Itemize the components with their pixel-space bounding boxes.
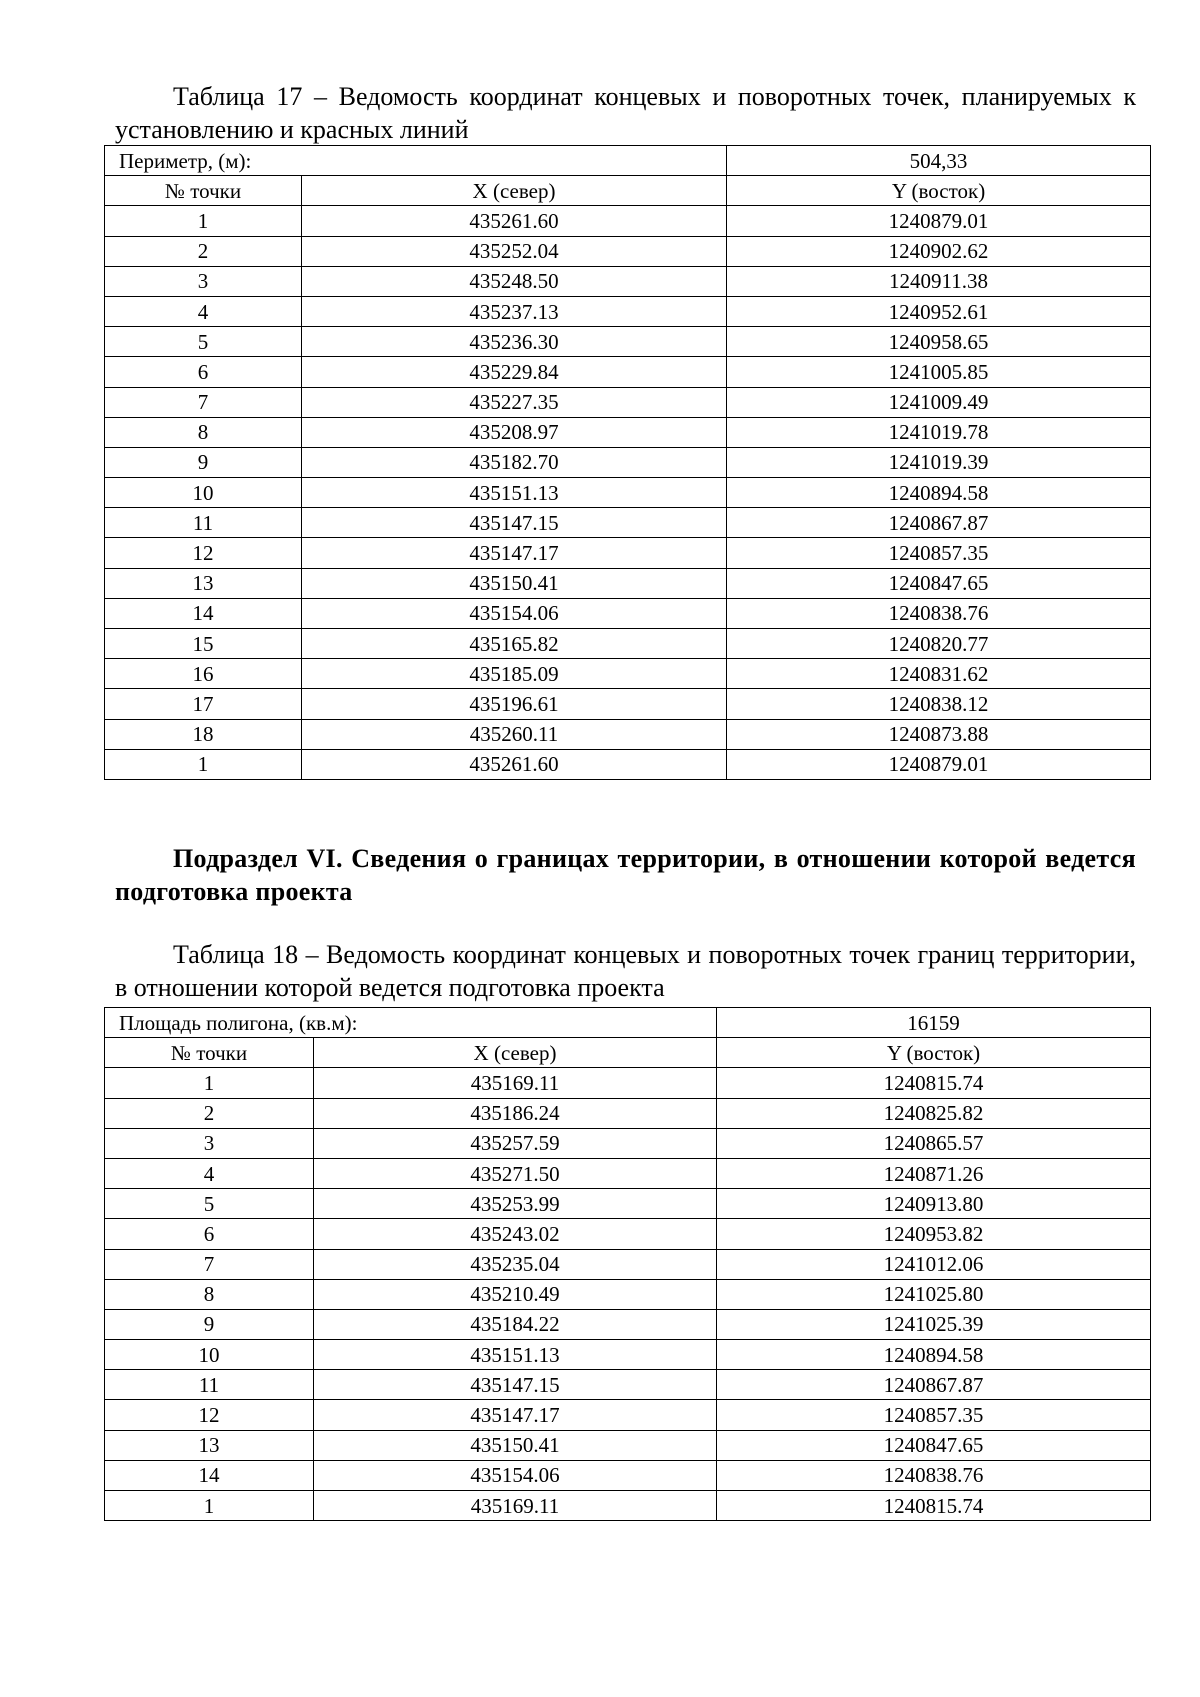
y-east-header: Y (восток) <box>717 1038 1151 1068</box>
table-17-body <box>105 146 1151 780</box>
point-number-cell: 1 <box>105 1068 314 1098</box>
point-number-cell: 6 <box>105 357 302 387</box>
y-east-cell: 1240871.26 <box>717 1158 1151 1188</box>
table-row <box>105 1309 1151 1339</box>
point-number-cell: 17 <box>105 689 302 719</box>
table-17-caption: Таблица 17 – Ведомость координат концевых и поворотных точек, планируемых к установлению и красных линий <box>115 82 1136 144</box>
point-number-cell: 11 <box>105 508 302 538</box>
y-east-cell: 1240825.82 <box>717 1098 1151 1128</box>
x-north-cell: 435210.49 <box>314 1279 717 1309</box>
table-row <box>105 598 1151 628</box>
table-17-header-row <box>105 176 1151 206</box>
point-number-cell: 5 <box>105 327 302 357</box>
table-row <box>105 508 1151 538</box>
y-east-cell: 1240820.77 <box>727 629 1151 659</box>
table-row <box>105 1128 1151 1158</box>
point-number-header: № точки <box>105 1038 314 1068</box>
y-east-cell: 1240879.01 <box>727 206 1151 236</box>
y-east-cell: 1240952.61 <box>727 296 1151 326</box>
point-number-cell: 8 <box>105 1279 314 1309</box>
y-east-cell: 1240867.87 <box>727 508 1151 538</box>
y-east-cell: 1240879.01 <box>727 749 1151 779</box>
table-18-body <box>105 1008 1151 1521</box>
y-east-cell: 1240838.76 <box>727 598 1151 628</box>
x-north-cell: 435236.30 <box>302 327 727 357</box>
y-east-cell: 1240913.80 <box>717 1189 1151 1219</box>
table-18-caption: Таблица 18 – Ведомость координат концевых и поворотных точек границ территории, в отношении которой ведется подготовка проекта <box>115 940 1136 1002</box>
y-east-cell: 1241019.39 <box>727 447 1151 477</box>
table-row <box>105 629 1151 659</box>
point-number-cell: 16 <box>105 659 302 689</box>
point-number-cell: 2 <box>105 236 302 266</box>
table-row <box>105 1430 1151 1460</box>
point-number-cell: 10 <box>105 478 302 508</box>
y-east-cell: 1240894.58 <box>727 478 1151 508</box>
y-east-cell: 1240902.62 <box>727 236 1151 266</box>
point-number-cell: 15 <box>105 629 302 659</box>
table-row <box>105 206 1151 236</box>
table-row <box>105 357 1151 387</box>
table-row <box>105 1219 1151 1249</box>
point-number-cell: 1 <box>105 1491 314 1521</box>
x-north-cell: 435151.13 <box>302 478 727 508</box>
table-row <box>105 327 1151 357</box>
x-north-cell: 435252.04 <box>302 236 727 266</box>
table-row <box>105 689 1151 719</box>
x-north-cell: 435261.60 <box>302 206 727 236</box>
y-east-cell: 1240838.76 <box>717 1460 1151 1490</box>
table-row <box>105 749 1151 779</box>
x-north-cell: 435235.04 <box>314 1249 717 1279</box>
y-east-cell: 1240958.65 <box>727 327 1151 357</box>
table-row <box>105 1460 1151 1490</box>
y-east-cell: 1240847.65 <box>727 568 1151 598</box>
y-east-cell: 1240815.74 <box>717 1068 1151 1098</box>
x-north-cell: 435184.22 <box>314 1309 717 1339</box>
point-number-cell: 11 <box>105 1370 314 1400</box>
x-north-cell: 435154.06 <box>314 1460 717 1490</box>
x-north-cell: 435243.02 <box>314 1219 717 1249</box>
point-number-cell: 4 <box>105 296 302 326</box>
point-number-cell: 7 <box>105 387 302 417</box>
point-number-cell: 13 <box>105 1430 314 1460</box>
point-number-cell: 14 <box>105 598 302 628</box>
y-east-cell: 1240857.35 <box>727 538 1151 568</box>
point-number-cell: 6 <box>105 1219 314 1249</box>
point-number-cell: 4 <box>105 1158 314 1188</box>
x-north-cell: 435182.70 <box>302 447 727 477</box>
table-row <box>105 1491 1151 1521</box>
x-north-header: X (север) <box>302 176 727 206</box>
point-number-cell: 9 <box>105 447 302 477</box>
y-east-cell: 1240953.82 <box>717 1219 1151 1249</box>
table-row <box>105 1340 1151 1370</box>
point-number-cell: 2 <box>105 1098 314 1128</box>
y-east-cell: 1241025.39 <box>717 1309 1151 1339</box>
table-18 <box>104 1007 1151 1521</box>
x-north-cell: 435237.13 <box>302 296 727 326</box>
x-north-cell: 435150.41 <box>302 568 727 598</box>
point-number-cell: 1 <box>105 749 302 779</box>
table-row <box>105 236 1151 266</box>
point-number-cell: 3 <box>105 1128 314 1158</box>
x-north-cell: 435260.11 <box>302 719 727 749</box>
x-north-cell: 435186.24 <box>314 1098 717 1128</box>
y-east-cell: 1241005.85 <box>727 357 1151 387</box>
y-east-cell: 1241012.06 <box>717 1249 1151 1279</box>
y-east-cell: 1240865.57 <box>717 1128 1151 1158</box>
table-row <box>105 659 1151 689</box>
x-north-cell: 435248.50 <box>302 266 727 296</box>
y-east-header: Y (восток) <box>727 176 1151 206</box>
x-north-cell: 435169.11 <box>314 1068 717 1098</box>
table-row <box>105 387 1151 417</box>
y-east-cell: 1240867.87 <box>717 1370 1151 1400</box>
x-north-cell: 435229.84 <box>302 357 727 387</box>
y-east-cell: 1240847.65 <box>717 1430 1151 1460</box>
polygon-area-label: Площадь полигона, (кв.м): <box>105 1008 717 1038</box>
x-north-cell: 435185.09 <box>302 659 727 689</box>
table-row <box>105 1068 1151 1098</box>
point-number-cell: 3 <box>105 266 302 296</box>
table-row <box>105 1098 1151 1128</box>
point-number-cell: 9 <box>105 1309 314 1339</box>
y-east-cell: 1240911.38 <box>727 266 1151 296</box>
y-east-cell: 1240873.88 <box>727 719 1151 749</box>
x-north-cell: 435169.11 <box>314 1491 717 1521</box>
x-north-cell: 435151.13 <box>314 1340 717 1370</box>
table-row <box>105 417 1151 447</box>
x-north-cell: 435196.61 <box>302 689 727 719</box>
point-number-cell: 12 <box>105 538 302 568</box>
subsection-heading: Подраздел VI. Сведения о границах территории, в отношении которой ведется подготовка проекта <box>115 844 1136 906</box>
polygon-area-value: 16159 <box>717 1008 1151 1038</box>
table-17-summary-row <box>105 146 1151 176</box>
x-north-cell: 435261.60 <box>302 749 727 779</box>
table-row <box>105 1279 1151 1309</box>
point-number-cell: 18 <box>105 719 302 749</box>
x-north-cell: 435227.35 <box>302 387 727 417</box>
x-north-cell: 435147.17 <box>314 1400 717 1430</box>
point-number-cell: 12 <box>105 1400 314 1430</box>
perimeter-value: 504,33 <box>727 146 1151 176</box>
table-row <box>105 478 1151 508</box>
y-east-cell: 1240831.62 <box>727 659 1151 689</box>
point-number-cell: 1 <box>105 206 302 236</box>
point-number-cell: 7 <box>105 1249 314 1279</box>
point-number-cell: 5 <box>105 1189 314 1219</box>
table-row <box>105 447 1151 477</box>
table-row <box>105 719 1151 749</box>
point-number-cell: 10 <box>105 1340 314 1370</box>
y-east-cell: 1241025.80 <box>717 1279 1151 1309</box>
x-north-cell: 435208.97 <box>302 417 727 447</box>
x-north-cell: 435150.41 <box>314 1430 717 1460</box>
perimeter-label: Периметр, (м): <box>105 146 727 176</box>
table-18-summary-row <box>105 1008 1151 1038</box>
y-east-cell: 1240857.35 <box>717 1400 1151 1430</box>
point-number-cell: 14 <box>105 1460 314 1490</box>
point-number-cell: 13 <box>105 568 302 598</box>
x-north-header: X (север) <box>314 1038 717 1068</box>
table-row <box>105 296 1151 326</box>
y-east-cell: 1241009.49 <box>727 387 1151 417</box>
table-row <box>105 568 1151 598</box>
table-row <box>105 1249 1151 1279</box>
table-row <box>105 1189 1151 1219</box>
x-north-cell: 435147.15 <box>302 508 727 538</box>
point-number-cell: 8 <box>105 417 302 447</box>
table-17 <box>104 145 1151 780</box>
y-east-cell: 1240815.74 <box>717 1491 1151 1521</box>
x-north-cell: 435154.06 <box>302 598 727 628</box>
table-row <box>105 1158 1151 1188</box>
table-row <box>105 266 1151 296</box>
table-18-header-row <box>105 1038 1151 1068</box>
y-east-cell: 1241019.78 <box>727 417 1151 447</box>
y-east-cell: 1240838.12 <box>727 689 1151 719</box>
x-north-cell: 435147.15 <box>314 1370 717 1400</box>
table-row <box>105 1400 1151 1430</box>
x-north-cell: 435257.59 <box>314 1128 717 1158</box>
point-number-header: № точки <box>105 176 302 206</box>
x-north-cell: 435147.17 <box>302 538 727 568</box>
y-east-cell: 1240894.58 <box>717 1340 1151 1370</box>
x-north-cell: 435271.50 <box>314 1158 717 1188</box>
table-row <box>105 538 1151 568</box>
x-north-cell: 435165.82 <box>302 629 727 659</box>
table-row <box>105 1370 1151 1400</box>
x-north-cell: 435253.99 <box>314 1189 717 1219</box>
